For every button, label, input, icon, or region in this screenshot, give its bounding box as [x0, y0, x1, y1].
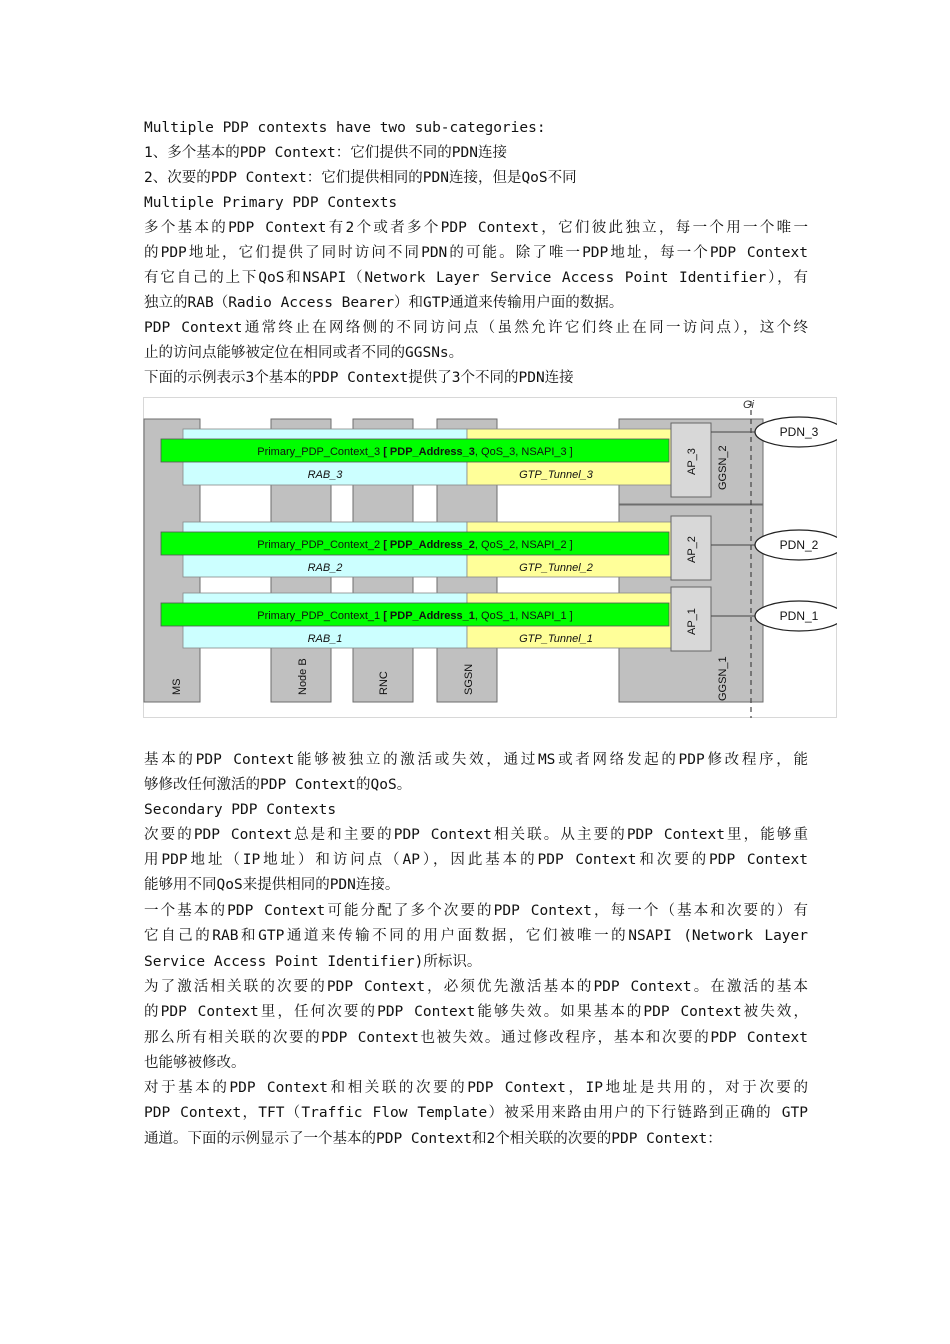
text-line: 那么所有相关联的次要的PDP Context也被失效。通过修改程序，基本和次要的PDP Context: [144, 1030, 808, 1046]
list-item: 1、多个基本的PDP Context：它们提供不同的PDN连接: [144, 145, 507, 161]
text-line: Multiple PDP contexts have two sub-categories:: [144, 120, 546, 136]
pdp-context-label: Primary_PDP_Context_1 [ PDP_Address_1, QoS_1, NSAPI_1 ]: [257, 610, 573, 622]
ggsn1-label: GGSN_1: [717, 656, 729, 701]
text-line: 的PDP地址，它们提供了同时访问不同PDN的可能。除了唯一PDP地址，每一个PDP Context: [144, 245, 808, 261]
section-heading: Multiple Primary PDP Contexts: [144, 195, 398, 211]
text-line: 对于基本的PDP Context和相关联的次要的PDP Context，IP地址是共用的，对于次要的: [144, 1080, 808, 1096]
pdn-label: PDN_1: [779, 609, 819, 623]
text-line: 次要的PDP Context总是和主要的PDP Context相关联。从主要的PDP Context里，能够重: [144, 827, 808, 843]
nodeb-label: Node B: [297, 658, 309, 695]
ap-label: AP_3: [686, 448, 698, 475]
pdp-context-diagram: [143, 397, 837, 718]
text-line: 下面的示例表示3个基本的PDP Context提供了3个不同的PDN连接: [144, 370, 574, 386]
text-line: 它自己的RAB和GTP通道来传输不同的用户面数据，它们被唯一的NSAPI (Network Layer: [144, 928, 808, 944]
pdn-label: PDN_3: [779, 425, 819, 439]
text-line: PDP Context通常终止在网络侧的不同访问点（虽然允许它们终止在同一访问点），这个终: [144, 320, 808, 336]
ap-label: AP_1: [686, 608, 698, 635]
gtp-tunnel-label: GTP_Tunnel_1: [519, 633, 593, 645]
pdp-context-label: Primary_PDP_Context_3 [ PDP_Address_3, QoS_3, NSAPI_3 ]: [257, 446, 573, 458]
ggsn2-label: GGSN_2: [717, 445, 729, 490]
text-line: 有它自己的上下QoS和NSAPI（Network Layer Service Access Point Identifier），有: [144, 270, 808, 286]
sgsn-label: SGSN: [463, 663, 475, 695]
text-line: Service Access Point Identifier)所标识。: [144, 954, 482, 970]
pdn-label: PDN_2: [779, 538, 819, 552]
text-line: PDP Context，TFT（Traffic Flow Template）被采用来路由用户的下行链路到正确的 GTP: [144, 1105, 808, 1121]
ap-label: AP_2: [686, 536, 698, 563]
text-line: 基本的PDP Context能够被独立的激活或失效，通过MS或者网络发起的PDP修改程序，能: [144, 752, 808, 768]
text-line: 够修改任何激活的PDP Context的QoS。: [144, 777, 412, 793]
text-line: 用PDP地址（IP地址）和访问点（AP），因此基本的PDP Context和次要的PDP Context: [144, 852, 808, 868]
pdp-context-label: Primary_PDP_Context_2 [ PDP_Address_2, QoS_2, NSAPI_2 ]: [257, 539, 573, 551]
rab-label: RAB_1: [307, 633, 343, 645]
text-line: 一个基本的PDP Context可能分配了多个次要的PDP Context，每一个（基本和次要的）有: [144, 903, 808, 919]
section-heading: Secondary PDP Contexts: [144, 802, 337, 818]
text-line: 多个基本的PDP Context有2个或者多个PDP Context，它们彼此独立，每一个用一个唯一: [144, 220, 808, 236]
ms-label: MS: [171, 678, 183, 695]
text-line: 能够用不同QoS来提供相同的PDN连接。: [144, 877, 400, 893]
gi-label: Gi: [743, 399, 754, 411]
rnc-label: RNC: [378, 671, 390, 695]
text-line: 也能够被修改。: [144, 1055, 246, 1071]
text-line: 为了激活相关联的次要的PDP Context，必须优先激活基本的PDP Context。在激活的基本: [144, 979, 808, 995]
gtp-tunnel-label: GTP_Tunnel_3: [519, 469, 593, 481]
gtp-tunnel-label: GTP_Tunnel_2: [519, 562, 593, 574]
text-line: 的PDP Context里，任何次要的PDP Context能够失效。如果基本的PDP Context被失效，: [144, 1004, 808, 1020]
text-line: 独立的RAB（Radio Access Bearer）和GTP通道来传输用户面的数据。: [144, 295, 624, 311]
list-item: 2、次要的PDP Context：它们提供相同的PDN连接，但是QoS不同: [144, 170, 577, 186]
text-line: 通道。下面的示例显示了一个基本的PDP Context和2个相关联的次要的PDP Context：: [144, 1131, 722, 1147]
text-line: 止的访问点能够被定位在相同或者不同的GGSNs。: [144, 345, 464, 361]
rab-label: RAB_3: [307, 469, 343, 481]
rab-label: RAB_2: [307, 562, 343, 574]
